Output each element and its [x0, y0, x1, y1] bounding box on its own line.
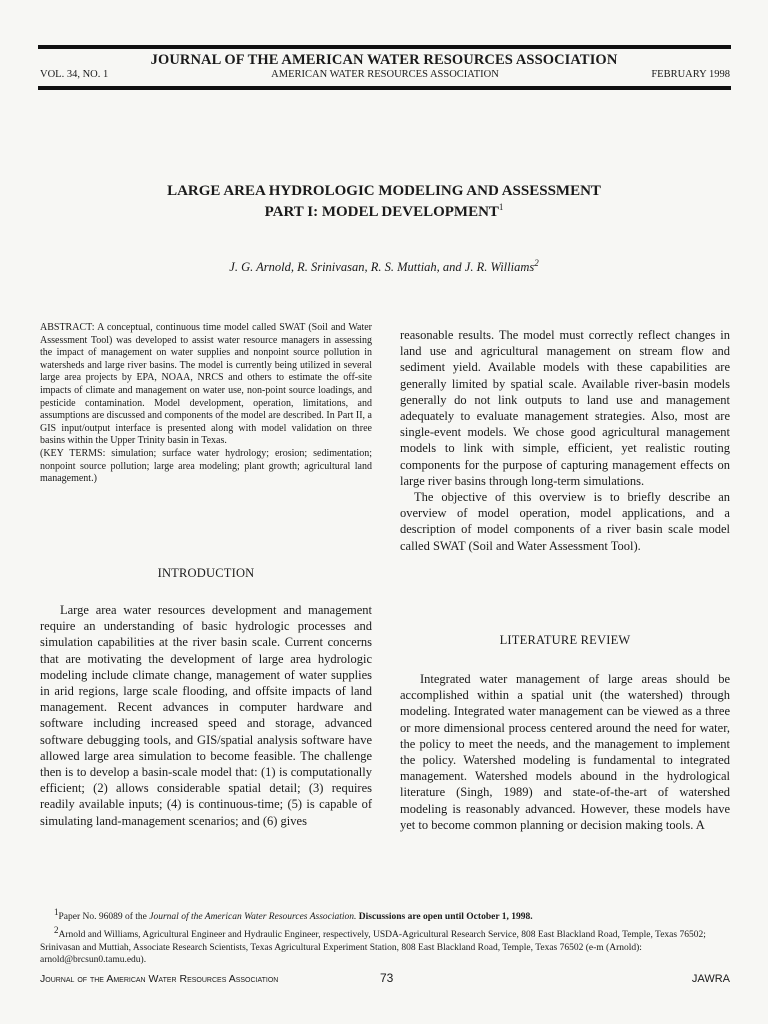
- footnote-1-mark: 1: [54, 907, 59, 917]
- footer-journal-code: JAWRA: [691, 973, 730, 985]
- literature-review-body: [400, 671, 730, 833]
- page-number: 73: [380, 971, 394, 985]
- association-name: AMERICAN WATER RESOURCES ASSOCIATION: [271, 69, 499, 80]
- introduction-body: [40, 602, 372, 829]
- objective-paragraph: The objective of this overview is to briefly describe an overview of model operation, model applications, and a description of model components of a river basin scale model called SWAT (Soil and Water Assessment Tool).: [400, 490, 730, 553]
- abstract: [40, 322, 372, 486]
- volume-number: VOL. 34, NO. 1: [40, 69, 109, 80]
- literature-review-heading: LITERATURE REVIEW: [499, 633, 631, 647]
- footer-journal-name: Journal of the American Water Resources Association: [40, 973, 279, 985]
- journal-title: JOURNAL OF THE AMERICAN WATER RESOURCES ASSOCIATION: [150, 52, 618, 68]
- article-title-line2: [0, 202, 768, 221]
- article-title-text: PART I: MODEL DEVELOPMENT: [264, 204, 499, 220]
- introduction-paragraph: Large area water resources development and management require an understanding of basic hydrologic processes and simulation capabilities at the river basin scale. Current concerns that are motivating the development of large area hydrologic modeling include climate change, management of water supplies in arid regions, large scale flooding, and offsite impacts of land management. Recent advances in computer hardware and software including increased speed and storage, advanced software debugging tools, and GIS/spatial analysis software have allowed large area simulation to become feasible. The challenge then is to develop a basin-scale model that: (1) is computationally efficient; (2) allows considerable spatial detail; (3) requires readily available inputs; (4) is continuous-time; (5) is capable of simulating land-management scenarios; and (6) gives: [40, 603, 372, 828]
- footnote-1: [40, 906, 730, 924]
- title-footnote-mark: 1: [498, 202, 504, 212]
- header-bottom-rule: [38, 86, 731, 90]
- header-top-rule: [38, 45, 731, 49]
- footnote-1-journal: Journal of the American Water Resources Association.: [149, 912, 357, 923]
- author-list: [0, 258, 768, 275]
- author-footnote-mark: 2: [534, 258, 539, 268]
- introduction-heading: INTRODUCTION: [157, 566, 255, 580]
- issue-date: FEBRUARY 1998: [651, 69, 730, 80]
- footnote-2: [40, 924, 730, 967]
- footnote-1-discussion: Discussions are open until October 1, 1998.: [356, 912, 533, 923]
- abstract-text: ABSTRACT: A conceptual, continuous time model called SWAT (Soil and Water Assessment Tool) was developed to assist water resource managers in assessing the impact of management on water supplies and nonpoint source pollution in watersheds and large river basins. The model is currently being utilized in several large area projects by EPA, NOAA, NRCS and others to estimate the off-site impacts of climate and management on water use, non-point source loadings, and pesticide contamination. Model development, operation, limitations, and assumptions are discussed and components of the model are described. In Part II, a GIS input/output interface is presented along with model validation on three basins within the Upper Trinity basin in Texas.: [40, 322, 372, 447]
- key-terms: (KEY TERMS: simulation; surface water hydrology; erosion; sedimentation; nonpoint source pollution; large area modeling; plant growth; agricultural land management.): [40, 447, 372, 485]
- author-names: J. G. Arnold, R. Srinivasan, R. S. Muttiah, and J. R. Williams: [229, 260, 535, 275]
- footnote-2-mark: 2: [54, 924, 59, 935]
- footnote-1-text: Paper No. 96089 of the: [58, 912, 150, 923]
- right-column-top: [400, 327, 730, 554]
- continuation-paragraph: reasonable results. The model must correctly reflect changes in land use and agricultural management on stream flow and sediment yield. Available models with these capabilities are generally limited by spatial scale. Available river-basin models generally do not link outputs to land use and management adequately to evaluate management strategies. Also, most are single-event models. We chose good agricultural management models to link with simple, efficient, yet realistic routing components for the purpose of capturing management effects on large river basins through long-term simulations.: [400, 328, 730, 488]
- article-title-line1: LARGE AREA HYDROLOGIC MODELING AND ASSESSMENT: [167, 183, 601, 199]
- footnote-2-text: Arnold and Williams, Agricultural Engineer and Hydraulic Engineer, respectively, USDA-Agricultural Research Service, 808 East Blackland Road, Temple, Texas 76502; Srinivasan and Muttiah, Associate Research Scientists, Texas Agricultural Experiment Station, 808 East Blackland Road, Temple, Texas 76502 (e-m (Arnold): arnold@brcsun0.tamu.edu).: [40, 929, 706, 966]
- footnotes: [40, 906, 730, 967]
- literature-review-paragraph: Integrated water management of large areas should be accomplished within a spatial unit (the watershed) through modeling. Integrated water management can be viewed as a three or more dimensional process centered around the need for water, the policy to meet the needs, and the management to implement the policy. Watershed modeling is fundamental to integrated management. Watershed models abound in the hydrological literature (Singh, 1989) and state-of-the-art of watershed modeling is reasonably advanced. However, these models have yet to become common planning or decision making tools. A: [400, 672, 730, 832]
